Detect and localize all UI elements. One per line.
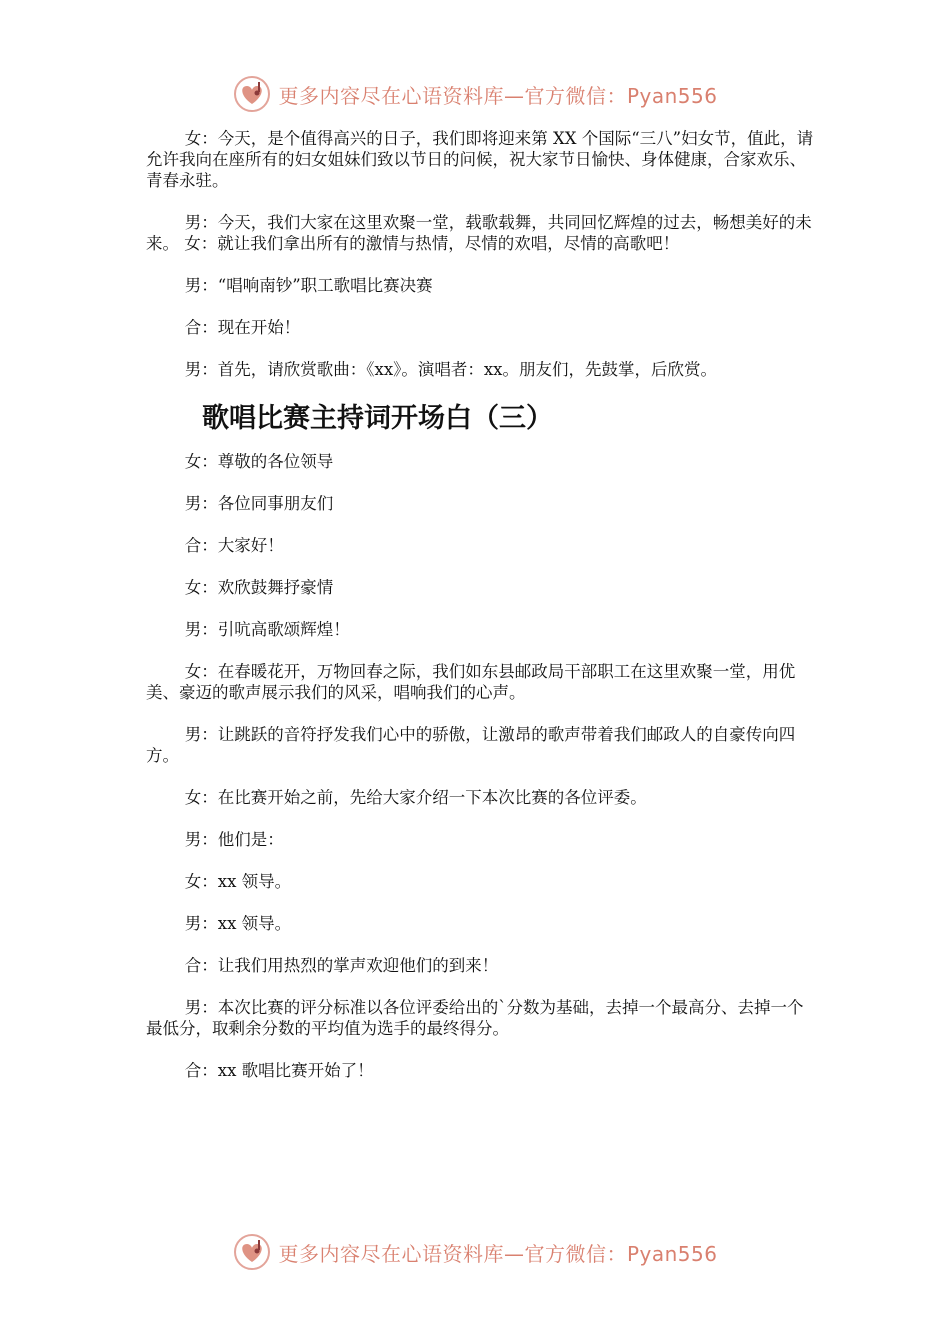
footer-watermark-banner: [0, 1230, 950, 1274]
header-banner-text: 更多内容尽在心语资料库—官方微信：Pyan556: [278, 83, 718, 108]
paragraph: 男：今天，我们大家在这里欢聚一堂，载歌载舞，共同回忆辉煌的过去，畅想美好的未来。 女：就让我们拿出所有的激情与热情，尽情的欢唱，尽情的高歌吧！: [146, 213, 812, 253]
section-heading: 歌唱比赛主持词开场白（三）: [202, 403, 553, 434]
paragraph: 男：他们是：: [184, 830, 284, 849]
paragraph: 女：在春暖花开，万物回春之际，我们如东县邮政局干部职工在这里欢聚一堂，用优美、豪迈的歌声展示我们的风采，唱响我们的心声。: [146, 662, 796, 702]
paragraph: 男：首先，请欣赏歌曲：《xx》。演唱者：xx。朋友们，先鼓掌，后欣赏。: [184, 360, 717, 379]
paragraph: 男：引吭高歌颂辉煌！: [184, 620, 350, 639]
header-watermark-banner: [0, 72, 950, 116]
paragraph: 男：让跳跃的音符抒发我们心中的骄傲，让激昂的歌声带着我们邮政人的自豪传向四方。: [146, 725, 796, 765]
paragraph: 女：xx 领导。: [184, 872, 292, 891]
document-body: [146, 128, 818, 1102]
paragraph: 男：本次比赛的评分标准以各位评委给出的`分数为基础，去掉一个最高分、去掉一个最低分，取剩余分数的平均值为选手的最终得分。: [146, 998, 804, 1038]
paragraph: 合：xx 歌唱比赛开始了！: [184, 1061, 374, 1080]
paragraph: 女：今天，是个值得高兴的日子，我们即将迎来第 XX 个国际“三八”妇女节，值此，请允许我向在座所有的妇女姐妹们致以节日的问候，祝大家节日愉快、身体健康，合家欢乐、青春永驻。: [146, 129, 814, 190]
footer-banner-text: 更多内容尽在心语资料库—官方微信：Pyan556: [278, 1241, 718, 1266]
paragraph: 合：让我们用热烈的掌声欢迎他们的到来！: [184, 956, 499, 975]
paragraph: 女：欢欣鼓舞抒豪情: [184, 578, 334, 597]
heart-note-logo-icon: [232, 74, 272, 114]
paragraph: 男：各位同事朋友们: [184, 494, 334, 513]
heart-note-logo-icon: [232, 1232, 272, 1272]
paragraph: 男：“唱响南钞”职工歌唱比赛决赛: [184, 276, 433, 295]
paragraph: 男：xx 领导。: [184, 914, 292, 933]
paragraph: 合：现在开始！: [184, 318, 301, 337]
paragraph: 合：大家好！: [184, 536, 284, 555]
paragraph: 女：在比赛开始之前，先给大家介绍一下本次比赛的各位评委。: [184, 788, 647, 807]
paragraph: 女：尊敬的各位领导: [184, 452, 334, 471]
